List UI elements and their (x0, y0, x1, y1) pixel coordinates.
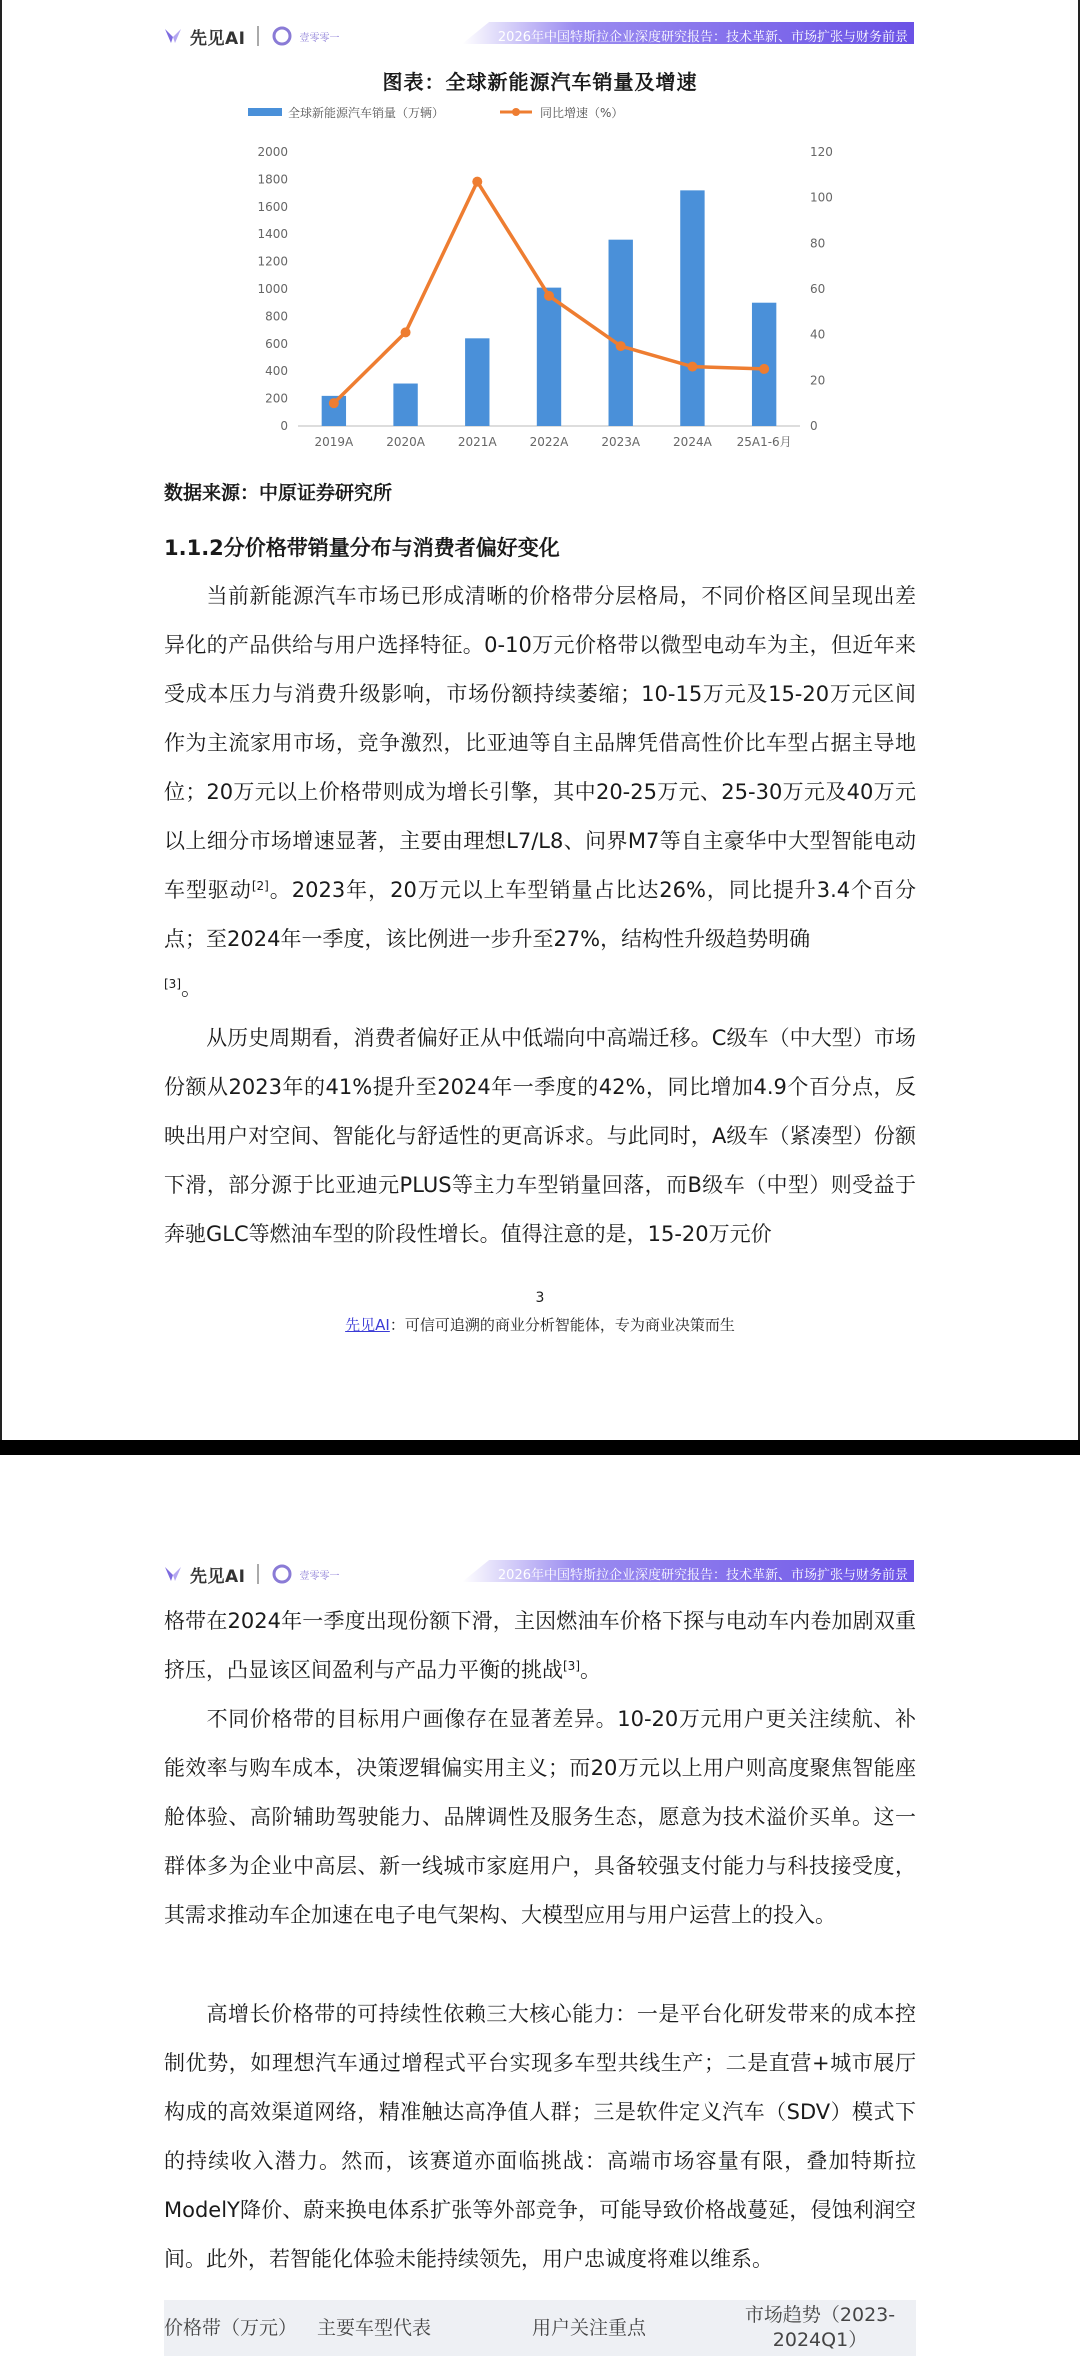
y-right-tick-label: 80 (810, 236, 826, 251)
bar-sales (680, 190, 704, 426)
header-report-title: 2026年中国特斯拉企业深度研究报告：技术革新、市场扩张与财务前景 (497, 1568, 908, 1583)
paragraph-sustainability (164, 1990, 916, 2284)
brand-logo-icon (162, 25, 184, 47)
header-report-title: 2026年中国特斯拉企业深度研究报告：技术革新、市场扩张与财务前景 (497, 30, 908, 45)
paragraph-text: 格带在2024年一季度出现份额下滑，主因燃油车价格下探与电动车内卷加剧双重挤压，凸显该区间盈利与产品力平衡的挑战 (164, 1609, 916, 1682)
partner-name: 壹零零一 (299, 32, 340, 44)
table-header-cell: 价格带（万元） (164, 2316, 298, 2339)
paragraph-text: 。 (580, 1658, 601, 1682)
citation-ref[interactable]: [3] (164, 977, 181, 991)
paragraph-continued (164, 1597, 916, 1695)
y-right-tick-label: 100 (810, 190, 833, 205)
paragraph-text: 不同价格带的目标用户画像存在显著差异。10-20万元用户更关注续航、补能效率与购车成本，决策逻辑偏实用主义；而20万元以上用户则高度聚焦智能座舱体验、高阶辅助驾驶能力、品牌调性及服务生态，愿意为技术溢价买单。这一群体多为企业中高层、新一线城市家庭用户，具备较强支付能力与科技接受度，其需求推动车企加速在电子电气架构、大模型应用与用户运营上的投入。 (164, 1707, 916, 1927)
citation-ref[interactable]: [3] (563, 1659, 580, 1673)
bar-sales (609, 240, 633, 426)
y-left-tick-label: 1800 (257, 172, 288, 187)
logo-separator (257, 26, 259, 46)
paragraph-user-profiles (164, 1695, 916, 1940)
brand-name: 先见AI (190, 28, 246, 49)
y-left-tick-label: 2000 (257, 145, 288, 159)
page-border-left (0, 0, 2, 1440)
y-right-tick-label: 60 (810, 282, 826, 296)
price-band-table-header (164, 2300, 916, 2356)
y-right-tick-label: 0 (810, 419, 818, 433)
y-left-tick-label: 1200 (257, 254, 288, 269)
partner-name: 壹零零一 (299, 1570, 340, 1582)
x-tick-label: 2019A (314, 435, 354, 449)
legend-marker-growth (512, 108, 520, 116)
growth-point (329, 398, 339, 408)
growth-point (544, 291, 554, 301)
partner-logo-icon (271, 25, 293, 47)
bar-sales (393, 384, 417, 426)
brand-logo-icon (162, 1563, 184, 1585)
y-right-tick-label: 40 (810, 327, 826, 342)
y-right-tick-label: 20 (810, 373, 826, 388)
page-divider (0, 1440, 1080, 1455)
x-tick-label: 25A1-6月 (736, 435, 792, 449)
chart-title: 图表：全球新能源汽车销量及增速 (382, 70, 698, 94)
citation-ref[interactable]: [2] (251, 879, 269, 893)
y-left-tick-label: 1400 (257, 227, 288, 242)
page-header (162, 16, 914, 56)
header-title-band (462, 1560, 914, 1582)
sales-growth-chart (240, 100, 860, 460)
brand-logo (162, 20, 339, 52)
data-source: 数据来源：中原证券研究所 (164, 482, 393, 504)
x-tick-label: 2021A (457, 435, 497, 449)
growth-point (401, 327, 411, 337)
footer-text: ：可信可追溯的商业分析智能体，专为商业决策而生 (389, 1316, 735, 1334)
y-left-tick-label: 1600 (257, 199, 288, 214)
legend-label-growth: 同比增速（%） (540, 106, 624, 120)
paragraph-text: 。2023年，20万元以上车型销量占比达26%，同比提升3.4个百分点；至2024年一季度，该比例进一步升至27%，结构性升级趋势明确 (164, 878, 916, 951)
brand-logo (162, 1558, 339, 1590)
y-left-tick-label: 800 (265, 309, 288, 324)
header-title-band (462, 22, 914, 44)
growth-point (687, 362, 697, 372)
page-footer (0, 1314, 1080, 1335)
paragraph-text: 高增长价格带的可持续性依赖三大核心能力：一是平台化研发带来的成本控制优势，如理想汽车通过增程式平台实现多车型共线生产；二是直营+城市展厅构成的高效渠道网络，精准触达高净值人群；三是软件定义汽车（SDV）模式下的持续收入潜力。然而，该赛道亦面临挑战：高端市场容量有限，叠加特斯拉ModelY降价、蔚来换电体系扩张等外部竞争，可能导致价格战蔓延，侵蚀利润空间。此外，若智能化体验未能持续领先，用户忠诚度将难以维系。 (164, 2002, 916, 2271)
growth-point (616, 341, 626, 351)
growth-point (759, 364, 769, 374)
paragraph-text: 从历史周期看，消费者偏好正从中低端向中高端迁移。C级车（中大型）市场份额从2023年的41%提升至2024年一季度的42%，同比增加4.9个百分点，反映出用户对空间、智能化与舒适性的更高诉求。与此同时，A级车（紧凑型）份额下滑，部分源于比亚迪元PLUS等主力车型销量回落，而B级车（中型）则受益于奔驰GLC等燃油车型的阶段性增长。值得注意的是，15-20万元价 (164, 1026, 916, 1246)
legend-label-sales: 全球新能源汽车销量（万辆） (288, 106, 445, 120)
growth-point (472, 177, 482, 187)
footer-brand-link[interactable]: 先见AI (345, 1316, 390, 1334)
page-number: 3 (535, 1290, 545, 1306)
y-left-tick-label: 0 (280, 419, 288, 433)
table-header-cell: 用户关注重点 (531, 2316, 646, 2339)
paragraph-text: 。 (181, 976, 202, 1000)
bar-sales (465, 338, 489, 426)
legend-swatch-sales (248, 108, 282, 116)
paragraph-consumer-shift (164, 1014, 916, 1259)
table-header-cell: 主要车型代表 (316, 2316, 431, 2339)
x-tick-label: 2022A (529, 435, 569, 449)
bar-sales (537, 288, 561, 426)
section-heading: 1.1.2分价格带销量分布与消费者偏好变化 (164, 536, 560, 560)
document-page-2 (0, 1455, 1080, 2373)
x-tick-label: 2023A (601, 435, 641, 449)
logo-separator (257, 1564, 259, 1584)
y-right-tick-label: 120 (810, 145, 833, 159)
partner-logo-icon (271, 1563, 293, 1585)
x-tick-label: 2020A (386, 435, 425, 449)
y-left-tick-label: 200 (265, 391, 288, 406)
paragraph-text: 当前新能源汽车市场已形成清晰的价格带分层格局，不同价格区间呈现出差异化的产品供给与用户选择特征。0-10万元价格带以微型电动车为主，但近年来受成本压力与消费升级影响，市场份额持续萎缩；10-15万元及15-20万元区间作为主流家用市场，竞争激烈，比亚迪等自主品牌凭借高性价比车型占据主导地位；20万元以上价格带则成为增长引擎，其中20-25万元、25-30万元及40万元以上细分市场增速显著，主要由理想L7/L8、问界M7等自主豪华中大型智能电动车型驱动 (164, 584, 916, 902)
y-left-tick-label: 400 (265, 364, 288, 379)
x-tick-label: 2024A (673, 435, 712, 449)
y-left-tick-label: 600 (265, 336, 288, 351)
brand-name: 先见AI (190, 1566, 246, 1587)
page-header (162, 1554, 914, 1594)
paragraph-price-bands (164, 572, 916, 1013)
y-left-tick-label: 1000 (257, 282, 288, 296)
table-header-cell: 市场趋势（2023-2024Q1） (744, 2304, 896, 2351)
